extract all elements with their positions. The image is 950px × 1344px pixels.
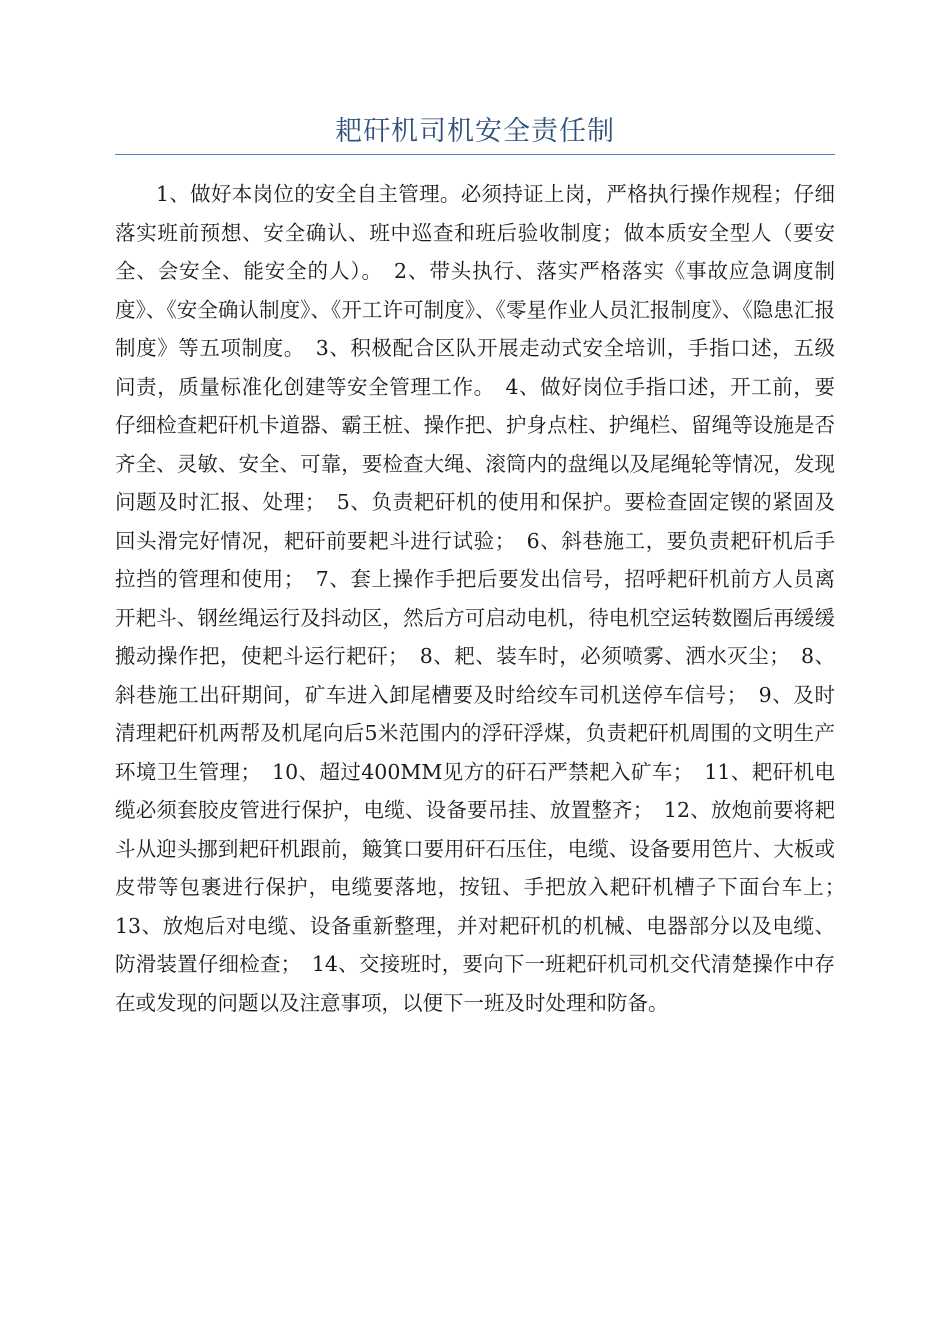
page-title: 耙矸机司机安全责任制 — [335, 116, 615, 147]
title-underline — [115, 154, 835, 155]
body-paragraph: 1、做好本岗位的安全自主管理。必须持证上岗，严格执行操作规程；仔细落实班前预想、安全确认、班中巡查和班后验收制度；做本质安全型人（要安全、会安全、能安全的人）。 2、带头执行、落实严格落实《事故应急调度制度》、《安全确认制度》、《开工许可制度》、《零星作业人员汇报制度》、《隐患汇报制度》等五项制度。 3、积极配合区队开展走动式安全培训，手指口述，五级问责，质量标准化创建等安全管理工作。 4、做好岗位手指口述，开工前，要仔细检查耙矸机卡道器、霸王桩、操作把、护身点柱、护绳栏、留绳等设施是否齐全、灵敏、安全、可靠，要检查大绳、滚筒内的盘绳以及尾绳轮等情况，发现问题及时汇报、处理； 5、负责耙矸机的使用和保护。要检查固定锲的紧固及回头滑完好情况，耙矸前要耙斗进行试验； 6、斜巷施工，要负责耙矸机后手拉挡的管理和使用； 7、套上操作手把后要发出信号，招呼耙矸机前方人员离开耙斗、钢丝绳运行及抖动区，然后方可启动电机，待电机空运转数圈后再缓缓搬动操作把，使耙斗运行耙矸； 8、耙、装车时，必须喷雾、洒水灭尘； 8、斜巷施工出矸期间，矿车进入卸尾槽要及时给绞车司机送停车信号； 9、及时清理耙矸机两帮及机尾向后5米范围内的浮矸浮煤，负责耙矸机周围的文明生产环境卫生管理； 10、超过400MM见方的矸石严禁耙入矿车； 11、耙矸机电缆必须套胶皮管进行保护，电缆、设备要吊挂、放置整齐； 12、放炮前要将耙斗从迎头挪到耙矸机跟前，簸箕口要用矸石压住，电缆、设备要用笆片、大板或皮带等包裹进行保护，电缆要落地，按钮、手把放入耙矸机槽子下面台车上； 13、放炮后对电缆、设备重新整理，并对耙矸机的机械、电器部分以及电缆、防滑装置仔细检查； 14、交接班时，要向下一班耙矸机司机交代清楚操作中存在或发现的问题以及注意事项，以便下一班及时处理和防备。 — [115, 182, 856, 1015]
